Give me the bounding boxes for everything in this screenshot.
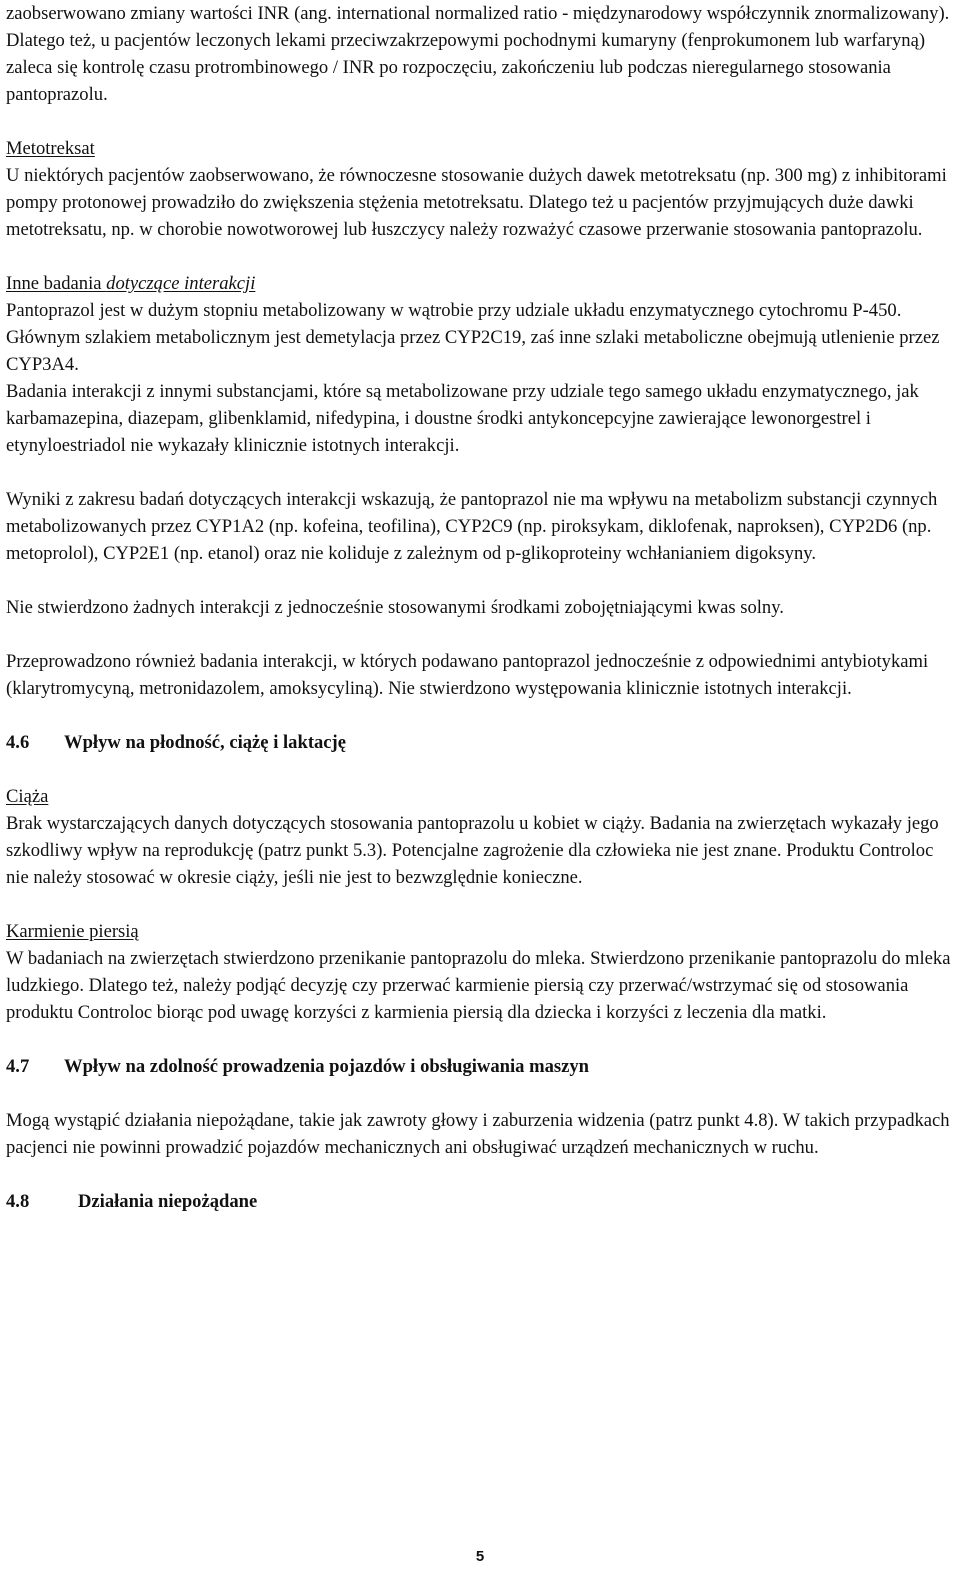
section-4-8-number: 4.8 <box>6 1191 30 1212</box>
antacids-paragraph: Nie stwierdzono żadnych interakcji z jednocześnie stosowanymi środkami zobojętniającymi kwas solny. <box>6 597 784 618</box>
other-studies-subheading <box>6 270 954 297</box>
driving-paragraph: Mogą wystąpić działania niepożądane, takie jak zawroty głowy i zaburzenia widzenia (patrz punkt 4.8). W takich przypadkach pacjenci nie powinni prowadzić pojazdów mechanicznych ani obsługiwać urządzeń mechanicznych w ruchu. <box>6 1110 950 1158</box>
section-4-8-title: Działania niepożądane <box>78 1191 258 1212</box>
other-studies-subheading-part1: Inne badania <box>6 273 107 294</box>
section-4-7-title: Wpływ na zdolność prowadzenia pojazdów i obsługiwania maszyn <box>64 1056 590 1077</box>
page-number: 5 <box>475 1548 485 1565</box>
cyp-results-paragraph: Wyniki z zakresu badań dotyczących interakcji wskazują, że pantoprazol nie ma wpływu na metabolizm substancji czynnych metabolizowanych przez CYP1A2 (np. kofeina, teofilina), CYP2C9 (np. piroksykam, diklofenak, naproksen), CYP2D6 (np. metoprolol), CYP2E1 (np. etanol) oraz nie koliduje z zależnym od p-glikoproteiny wchłanianiem digoksyny. <box>6 489 938 564</box>
antibiotics-paragraph: Przeprowadzono również badania interakcji, w których podawano pantoprazol jednocześnie z odpowiednimi antybiotykami (klarytromycyną, metronidazolem, amoksycyliną). Nie stwierdzono występowania klinicznie istotnych interakcji. <box>6 651 929 699</box>
section-4-6-number: 4.6 <box>6 732 30 753</box>
section-4-7-heading <box>6 1053 954 1080</box>
other-studies-subheading-part2: dotyczące interakcji <box>106 273 256 294</box>
enzyme-interactions-paragraph: Badania interakcji z innymi substancjami, które są metabolizowane przy udziale tego samego układu enzymatycznego, jak karbamazepina, diazepam, glibenklamid, nifedypina, i doustne środki antykoncepcyjne zawierające lewonorgestrel i etynyloestriadol nie wykazały klinicznie istotnych interakcji. <box>6 381 919 456</box>
pregnancy-subheading: Ciąża <box>6 786 49 807</box>
methotrexate-paragraph: U niektórych pacjentów zaobserwowano, że równoczesne stosowanie dużych dawek metotreksatu (np. 300 mg) z inhibitorami pompy protonowej prowadziło do zwiększenia stężenia metotreksatu. Dlatego też u pacjentów przyjmujących duże dawki metotreksatu, np. w chorobie nowotworowej lub łuszczycy należy rozważyć czasowe przerwanie stosowania pantoprazolu. <box>6 165 947 240</box>
breastfeeding-paragraph: W badaniach na zwierzętach stwierdzono przenikanie pantoprazolu do mleka. Stwierdzono przenikanie pantoprazolu do mleka ludzkiego. Dlatego też, należy podjąć decyzję czy przerwać karmienie piersią czy przerwać/wstrzymać się od stosowania produktu Controloc biorąc pod uwagę korzyści z karmienia piersią dla dziecka i korzyści z leczenia dla matki. <box>6 948 951 1023</box>
inr-paragraph: zaobserwowano zmiany wartości INR (ang. international normalized ratio - międzynarodowy współczynnik znormalizowany). Dlatego też, u pacjentów leczonych lekami przeciwzakrzepowymi pochodnymi kumaryny (fenprokumonem lub warfaryną) zaleca się kontrolę czasu protrombinowego / INR po rozpoczęciu, zakończeniu lub podczas nieregularnego stosowania pantoprazolu. <box>6 3 950 105</box>
section-4-7-number: 4.7 <box>6 1056 30 1077</box>
section-4-6-heading <box>6 729 954 756</box>
document-page <box>6 0 954 1215</box>
section-4-6-title: Wpływ na płodność, ciążę i laktację <box>64 732 347 753</box>
pregnancy-paragraph: Brak wystarczających danych dotyczących stosowania pantoprazolu u kobiet w ciąży. Badania na zwierzętach wykazały jego szkodliwy wpływ na reprodukcję (patrz punkt 5.3). Potencjalne zagrożenie dla człowieka nie jest znane. Produktu Controloc nie należy stosować w okresie ciąży, jeśli nie jest to bezwzględnie konieczne. <box>6 813 939 888</box>
metabolism-paragraph: Pantoprazol jest w dużym stopniu metabolizowany w wątrobie przy udziale układu enzymatycznego cytochromu P-450. Głównym szlakiem metabolicznym jest demetylacja przez CYP2C19, zaś inne szlaki metaboliczne obejmują utlenienie przez CYP3A4. <box>6 300 940 375</box>
section-4-8-heading <box>6 1188 954 1215</box>
breastfeeding-subheading: Karmienie piersią <box>6 921 139 942</box>
methotrexate-subheading: Metotreksat <box>6 138 95 159</box>
